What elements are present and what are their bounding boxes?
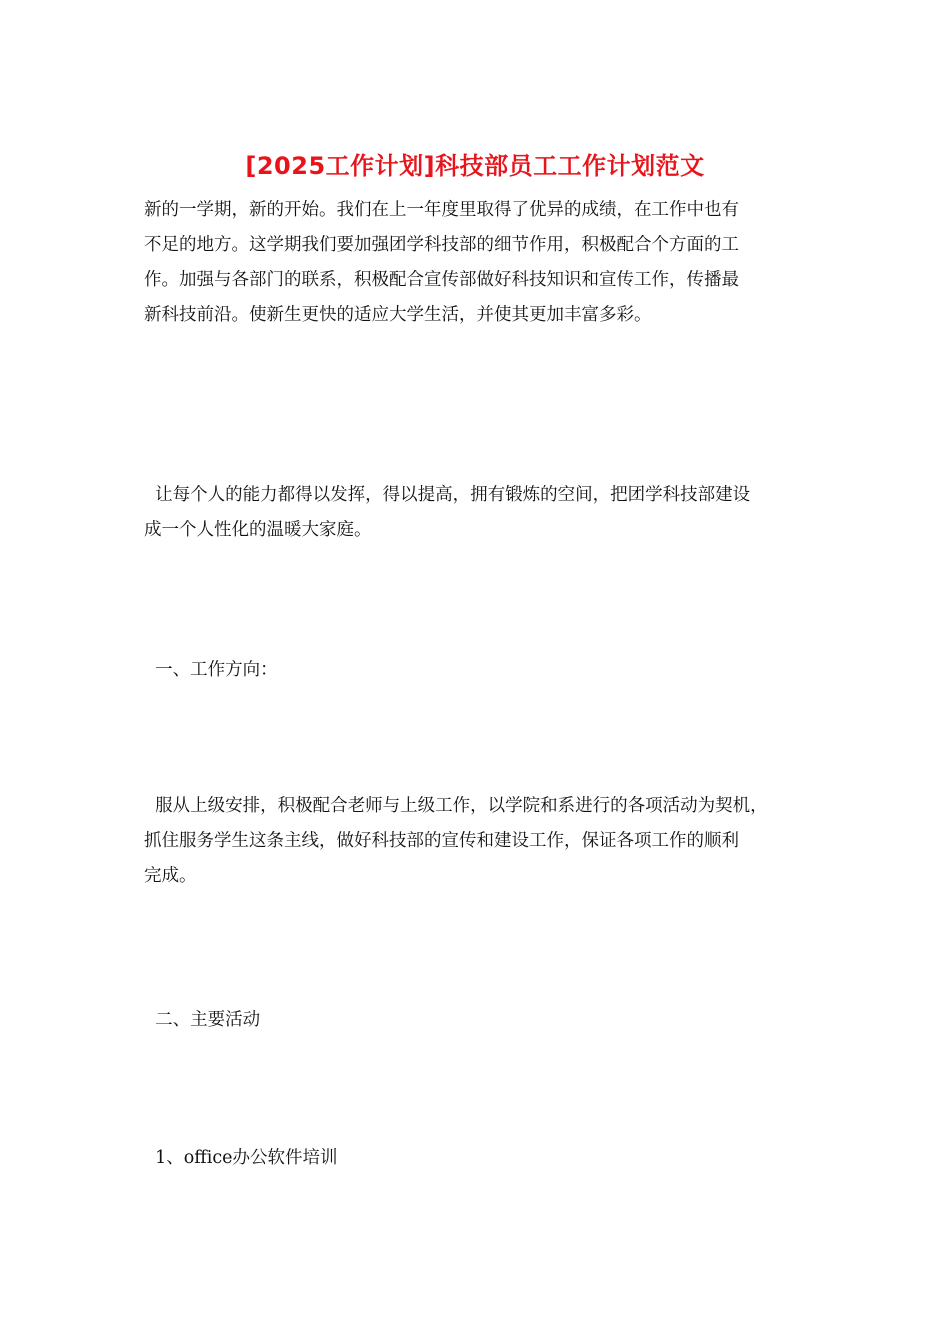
- text-line: 作。加强与各部门的联系，积极配合宣传部做好科技知识和宣传工作，传播最: [144, 270, 739, 290]
- text-line: 抓住服务学生这条主线，做好科技部的宣传和建设工作，保证各项工作的顺利: [144, 831, 739, 851]
- text-line: 新的一学期，新的开始。我们在上一年度里取得了优异的成绩，在工作中也有: [144, 200, 739, 220]
- text-line: 二、主要活动: [144, 1010, 261, 1030]
- text-line: 新科技前沿。使新生更快的适应大学生活，并使其更加丰富多彩。: [144, 305, 652, 325]
- text-line: 不足的地方。这学期我们要加强团学科技部的细节作用，积极配合个方面的工: [144, 235, 739, 255]
- section-heading-direction: [144, 653, 809, 688]
- paragraph-intro: [144, 193, 809, 333]
- paragraph-direction: [144, 789, 809, 894]
- text-line: 完成。: [144, 866, 197, 886]
- text-line: 成一个人性化的温暖大家庭。: [144, 520, 372, 540]
- section-heading-activities: [144, 1003, 809, 1038]
- text-line: 1、office办公软件培训: [144, 1148, 338, 1168]
- paragraph-goal: [144, 478, 809, 548]
- text-line: 让每个人的能力都得以发挥，得以提高，拥有锻炼的空间，把团学科技部建设: [144, 485, 751, 505]
- text-line: 服从上级安排，积极配合老师与上级工作，以学院和系进行的各项活动为契机，: [144, 796, 768, 816]
- text-line: 一、工作方向：: [144, 660, 278, 680]
- document-title: [2025工作计划]科技部员工工作计划范文: [245, 152, 705, 180]
- list-item-office-training: [144, 1141, 809, 1176]
